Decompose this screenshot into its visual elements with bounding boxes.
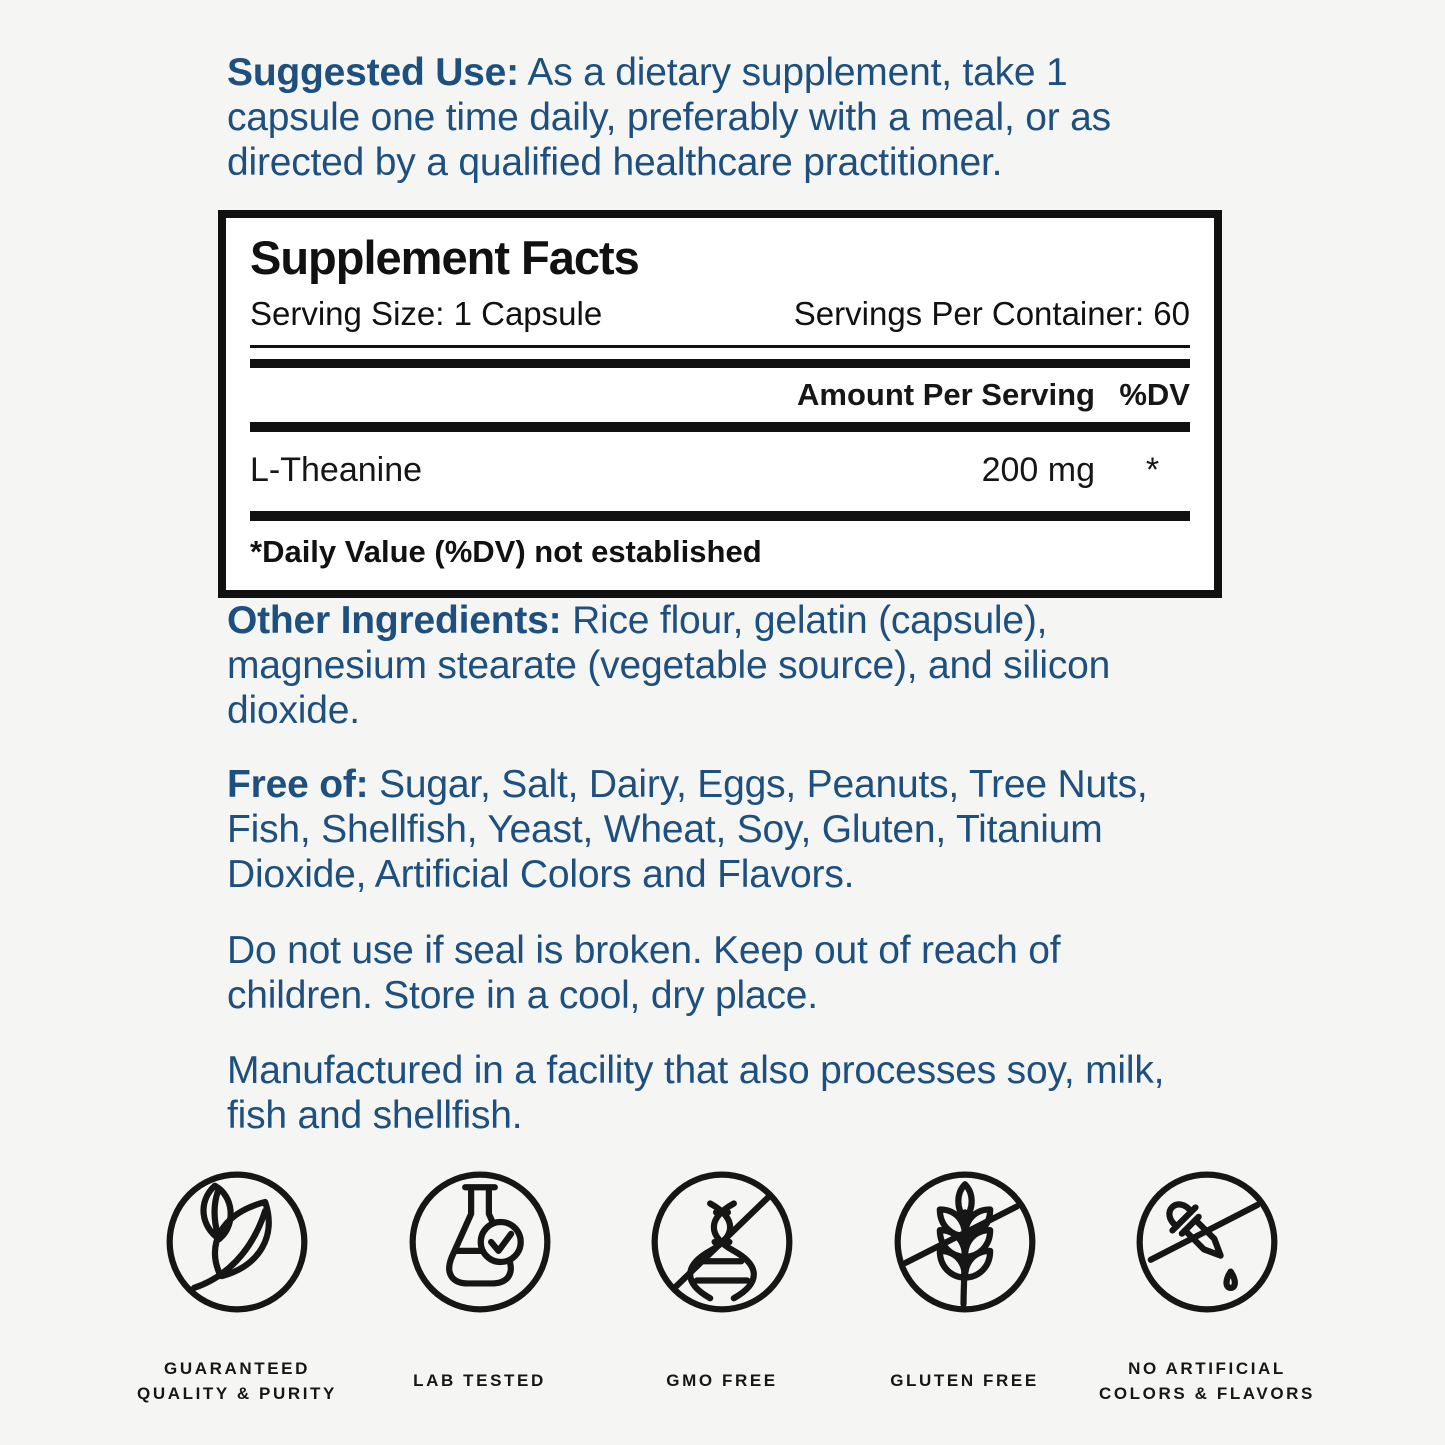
nutrient-dv: * xyxy=(1145,451,1160,489)
badge-no-artificial xyxy=(1086,1168,1328,1413)
other-ingredients-line-1: Rice flour, gelatin (capsule), xyxy=(572,599,1048,642)
suggested-use-label: Suggested Use: xyxy=(227,51,519,94)
facility-paragraph xyxy=(227,1048,1287,1138)
nutrient-amount: 200 mg xyxy=(981,451,1095,489)
leaf-icon xyxy=(163,1168,311,1316)
facility-line-2: fish and shellfish. xyxy=(227,1094,523,1137)
lab-flask-icon xyxy=(406,1168,554,1316)
badges-row xyxy=(116,1168,1328,1413)
table-row xyxy=(250,432,1190,511)
amount-header-row xyxy=(250,368,1190,422)
dna-slash-icon xyxy=(648,1168,796,1316)
suggested-use-line-2: capsule one time daily, preferably with a meal, or as xyxy=(227,96,1111,139)
badge-gluten-free xyxy=(844,1168,1086,1413)
rule-gap xyxy=(250,348,1190,359)
suggested-use-line-1: As a dietary supplement, take 1 xyxy=(527,51,1068,94)
badge-gmo-free xyxy=(601,1168,843,1413)
daily-value-footnote: *Daily Value (%DV) not established xyxy=(250,534,762,569)
servings-per-container: Servings Per Container: 60 xyxy=(793,295,1190,332)
other-ingredients-label: Other Ingredients: xyxy=(227,599,562,642)
warning-line-2: children. Store in a cool, dry place. xyxy=(227,974,818,1017)
free-of-line-2: Fish, Shellfish, Yeast, Wheat, Soy, Gluten, Titanium xyxy=(227,808,1103,851)
other-ingredients-line-2: magnesium stearate (vegetable source), and silicon xyxy=(227,644,1111,687)
facility-line-1: Manufactured in a facility that also processes soy, milk, xyxy=(227,1049,1165,1092)
warning-paragraph xyxy=(227,928,1287,1018)
badge-label: GMO FREE xyxy=(666,1371,778,1391)
other-ingredients-paragraph xyxy=(227,598,1287,733)
wheat-slash-icon xyxy=(891,1168,1039,1316)
supplement-facts-title: Supplement Facts xyxy=(250,231,639,284)
badge-label: GUARANTEED QUALITY & PURITY xyxy=(137,1358,337,1403)
suggested-use-paragraph xyxy=(227,50,1287,185)
amount-per-serving-header: Amount Per Serving xyxy=(797,377,1095,412)
badge-quality-purity xyxy=(116,1168,358,1413)
free-of-paragraph xyxy=(227,762,1287,897)
badge-label: NO ARTIFICIAL COLORS & FLAVORS xyxy=(1098,1358,1315,1403)
serving-size: Serving Size: 1 Capsule xyxy=(250,295,603,332)
free-of-line-3: Dioxide, Artificial Colors and Flavors. xyxy=(227,853,855,896)
dv-header: %DV xyxy=(1119,377,1190,412)
free-of-line-1: Sugar, Salt, Dairy, Eggs, Peanuts, Tree Nuts, xyxy=(379,763,1148,806)
other-ingredients-line-3: dioxide. xyxy=(227,689,360,732)
badge-lab-tested xyxy=(359,1168,601,1413)
thick-bar-middle xyxy=(250,422,1190,432)
badge-label: GLUTEN FREE xyxy=(890,1371,1039,1391)
thick-bar-bottom xyxy=(250,511,1190,521)
free-of-label: Free of: xyxy=(227,763,369,806)
dropper-slash-icon xyxy=(1133,1168,1281,1316)
warning-line-1: Do not use if seal is broken. Keep out of reach of xyxy=(227,929,1061,972)
serving-row xyxy=(250,295,1190,333)
thick-bar-top xyxy=(250,359,1190,368)
badge-label: LAB TESTED xyxy=(413,1371,546,1391)
supplement-facts-panel xyxy=(218,210,1222,598)
nutrient-name: L-Theanine xyxy=(250,451,423,489)
suggested-use-line-3: directed by a qualified healthcare practitioner. xyxy=(227,141,1003,184)
